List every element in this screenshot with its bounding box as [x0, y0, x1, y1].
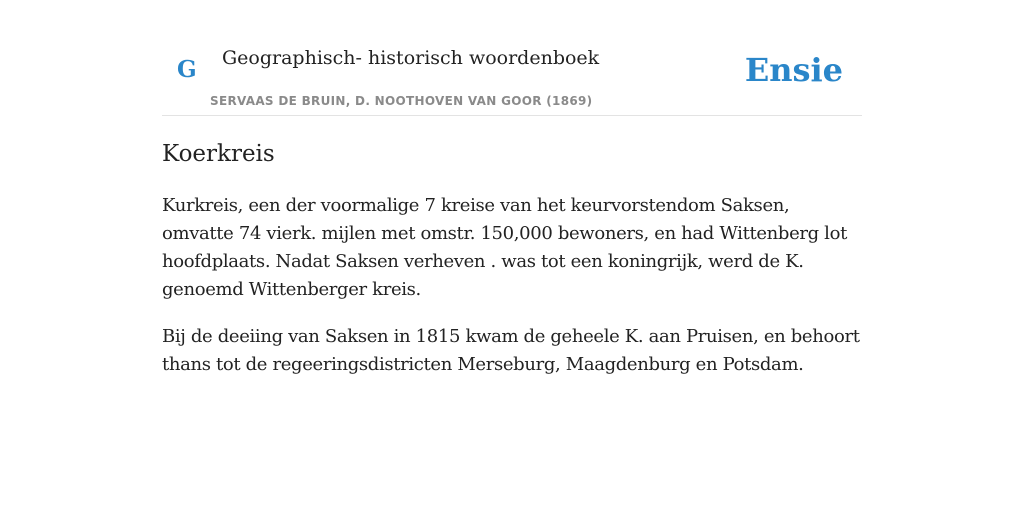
book-logo-letter[interactable]: G — [177, 56, 197, 83]
ensie-logo[interactable]: Ensie — [744, 51, 843, 89]
book-title[interactable]: Geographisch- historisch woordenboek — [222, 47, 600, 69]
page-container — [162, 0, 862, 375]
entry-paragraph: Bij de deeiing van Saksen in 1815 kwam de geheele K. aan Pruisen, en behoort thans tot de regeeringsdistricten Merseburg, Maagdenburg en Potsdam. — [162, 326, 860, 375]
entry-paragraph: Kurkreis, een der voormalige 7 kreise van het keurvorstendom Saksen, omvatte 74 vierk. mijlen met omstr. 150,000 bewoners, en had Wittenberg lot hoofdplaats. Nadat Saksen verheven . was tot een koningrijk, werd de K. genoemd Wittenberger kreis. — [162, 195, 847, 300]
entry-title: Koerkreis — [162, 141, 275, 167]
page-header — [162, 0, 862, 116]
book-author: SERVAAS DE BRUIN, D. NOOTHOVEN VAN GOOR (1869) — [210, 94, 593, 108]
entry-body — [162, 192, 862, 398]
